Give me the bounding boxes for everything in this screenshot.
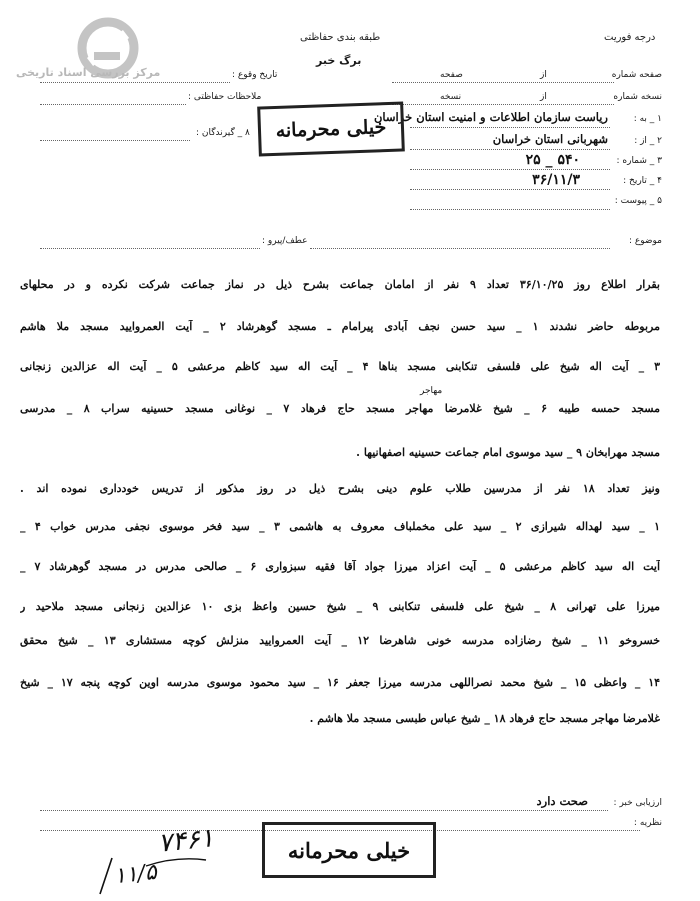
page-number-label: صفحه شماره <box>611 70 662 80</box>
subject-dotline <box>310 248 610 249</box>
page-of-label: از <box>540 70 547 80</box>
body-line-2: مربوطه حاضر نشدند ۱ _ سید حسن نجف آبادی پیرامام ـ مسجد گوهرشاد ۲ _ آیت العمروایید مسجد ملا هاشم <box>20 320 660 333</box>
classification-stamp-bottom: خیلی محرمانه <box>262 822 436 878</box>
margin-note: مهاجر <box>420 386 443 396</box>
recipients-dotline <box>40 140 190 141</box>
archive-logo-text: مرکز بررسی اسناد تاریخی <box>16 66 161 79</box>
security-notes-dotline <box>40 104 186 105</box>
copy-unit-label: نسخه <box>440 92 462 102</box>
event-date-label: تاریخ وقوع : <box>232 70 278 80</box>
urgency-label: درجه فوریت <box>604 32 656 43</box>
body-line-12: غلامرضا مهاجر مسجد حاج فرهاد ۱۸ _ شیخ عباس طبسی مسجد ملا هاشم . <box>309 712 660 725</box>
body-line-5: مسجد مهرابخان ۹ _ سید موسوی امام جماعت حسینیه اصفهانیها . <box>356 446 660 459</box>
assessment-label: ارزیابی خبر : <box>613 798 662 808</box>
security-notes-label: ملاحظات حفاظتی : <box>188 92 262 102</box>
reference-dotline <box>40 248 260 249</box>
subject-label: موضوع : <box>628 236 662 246</box>
number-label: ۳ _ شماره : <box>616 156 662 166</box>
handwritten-underline-icon <box>96 850 216 900</box>
copy-number-label: نسخه شماره <box>613 92 662 102</box>
page-unit-label: صفحه <box>440 70 463 80</box>
date-label: ۴ _ تاریخ : <box>623 176 662 186</box>
body-line-4: مسجد حمسه طیبه ۶ _ شیخ غلامرضا مهاجر مسجد حاج فرهاد ۷ _ نوغانی مسجد حسینیه سراب ۸ _ مدرسی <box>20 402 660 415</box>
reference-label: عطف/پیرو : <box>262 236 308 246</box>
body-line-1: بقرار اطلاع روز ۳۶/۱۰/۲۵ تعداد ۹ نفر از امامان جماعت بشرح ذیل در نماز جماعت شرکت نکرده و در محلهای <box>20 278 660 291</box>
archive-logo <box>28 12 188 92</box>
attachment-label: ۵ _ پیوست : <box>614 196 662 206</box>
body-line-10: خسروخو ۱۱ _ شیخ رضازاده مدرسه خونی شاهرضا ۱۲ _ آیت العمروایید منزلش کوچه مستشاری ۱۳ _ شیخ محقق <box>20 634 660 647</box>
from-value: شهربانی استان خراسان <box>492 132 608 146</box>
attachment-dotline <box>410 209 610 210</box>
assessment-value: صحت دارد <box>536 794 588 808</box>
copy-number-dotline <box>392 104 614 105</box>
handwritten-date: ۱۱/۵ <box>112 859 159 890</box>
assessment-dotline <box>40 810 608 811</box>
archive-emblem-icon <box>28 12 188 92</box>
recipients-label: ۸ _ گیرندگان : <box>196 128 250 138</box>
body-line-8: آیت اله سید کاظم مرعشی ۵ _ آیت اعزاد میرزا جواد آقا فقیه سبزواری ۶ _ صالحی مدرس در مسجد گوهرشاد ۷ _ <box>20 560 660 573</box>
date-dotline <box>410 189 610 190</box>
to-dotline <box>410 127 610 128</box>
to-value: ریاست سازمان اطلاعات و امنیت استان خراسان <box>373 110 608 124</box>
page-number-dotline <box>392 82 614 83</box>
body-line-11: ۱۴ _ واعظی ۱۵ _ شیخ محمد نصراللهی مدرسه میرزا جعفر ۱۶ _ سید محمود موسوی مدرسه اوین کوچه پنجه ۱۷ _ شیخ <box>20 676 660 689</box>
number-value: ۵۴۰ _ ۲۵ <box>525 152 580 168</box>
date-value: ۳۶/۱۱/۳ <box>532 172 580 188</box>
number-dotline <box>410 169 610 170</box>
form-title: برگ خبر <box>316 54 362 67</box>
body-line-3: ۳ _ آیت اله شیخ علی فلسفی تنکابنی مسجد بناها ۴ _ آیت اله سید کاظم مرعشی ۵ _ آیت اله عزالدین زنجانی <box>20 360 660 373</box>
handwritten-number: ۷۴۶۱ <box>156 823 216 859</box>
opinion-label: نظریه : <box>633 818 662 828</box>
body-line-7: ۱ _ سید لهداله شیرازی ۲ _ سید علی مخملباف معروف به هاشمی ۳ _ سید فخر موسوی نجفی مدرس خواب ۴ _ <box>20 520 660 533</box>
body-line-6: ونیز تعداد ۱۸ نفر از مدرسین طلاب علوم دینی بشرح ذیل در روز مذکور از تدریس خودداری نموده اند . <box>20 482 660 495</box>
from-dotline <box>410 149 610 150</box>
event-date-dotline <box>40 82 230 83</box>
copy-of-label: از <box>540 92 547 102</box>
to-label: ۱ _ به : <box>633 114 662 124</box>
classification-stamp-top: خیلی محرمانه <box>257 101 405 156</box>
classification-label: طبقه بندی حفاظتی <box>300 32 381 43</box>
from-label: ۲ _ از : <box>634 136 662 146</box>
body-line-9: میرزا علی تهرانی ۸ _ شیخ علی فلسفی تنکابنی ۹ _ شیخ حسین واعظ بزی ۱۰ عزالدین زنجانی مسجد ملاحید ر <box>20 600 660 613</box>
